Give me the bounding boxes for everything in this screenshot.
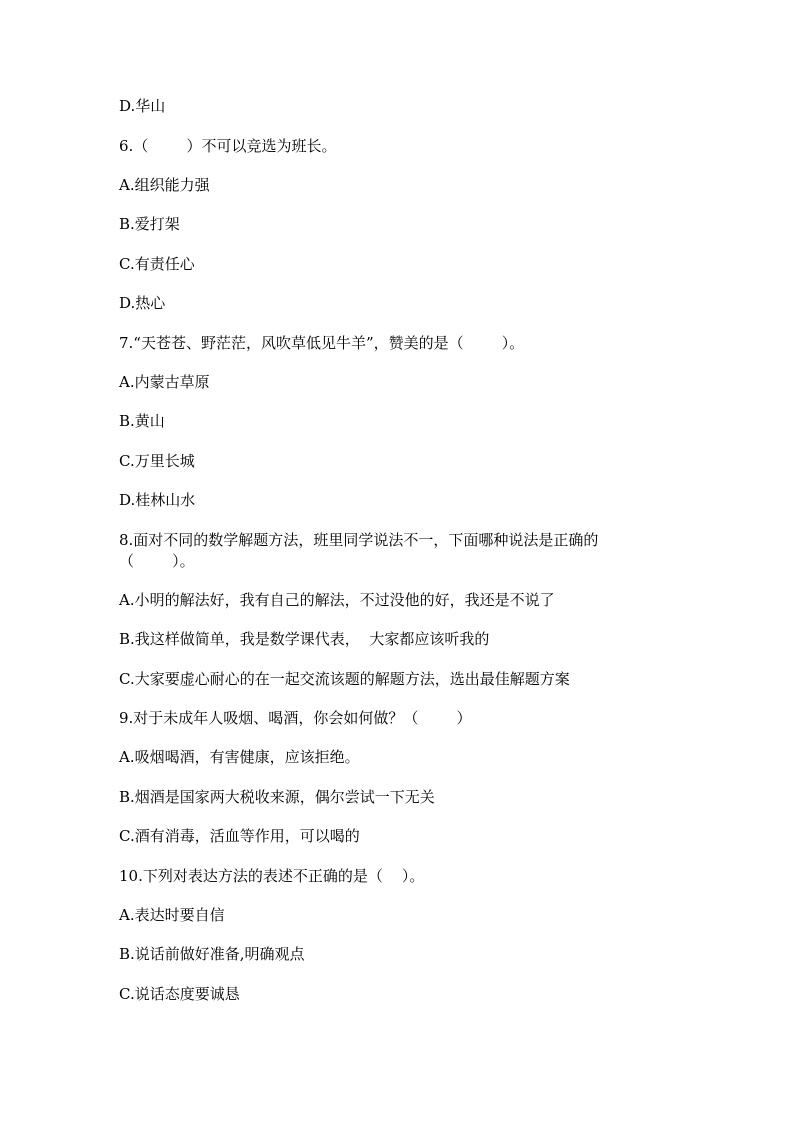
q9-option-c: C.酒有消毒，活血等作用，可以喝的 bbox=[119, 827, 360, 845]
q9-stem: 9.对于未成年人吸烟、喝酒，你会如何做？（ ） bbox=[119, 709, 472, 727]
q8-option-c: C.大家要虚心耐心的在一起交流该题的解题方法，选出最佳解题方案 bbox=[119, 670, 570, 688]
q5-option-d: D.华山 bbox=[119, 97, 166, 115]
q7-option-a: A.内蒙古草原 bbox=[119, 373, 210, 391]
q10-option-c: C.说话态度要诚恳 bbox=[119, 985, 240, 1003]
q9-option-b: B.烟酒是国家两大税收来源，偶尔尝试一下无关 bbox=[119, 788, 435, 806]
q8-stem-continued: （ ）。 bbox=[119, 552, 195, 570]
q7-option-c: C.万里长城 bbox=[119, 452, 195, 470]
q8-option-a: A.小明的解法好，我有自己的解法，不过没他的好，我还是不说了 bbox=[119, 591, 555, 609]
q8-option-b: B.我这样做简单，我是数学课代表， 大家都应该听我的 bbox=[119, 630, 490, 648]
q6-stem: 6.（ ）不可以竞选为班长。 bbox=[119, 137, 337, 155]
q8-stem: 8.面对不同的数学解题方法，班里同学说法不一，下面哪种说法是正确的 bbox=[119, 531, 599, 549]
q10-option-b: B.说话前做好准备,明确观点 bbox=[119, 945, 305, 963]
q9-option-a: A.吸烟喝酒，有害健康，应该拒绝。 bbox=[119, 748, 360, 766]
q7-option-b: B.黄山 bbox=[119, 412, 165, 430]
q6-option-d: D.热心 bbox=[119, 294, 166, 312]
q10-stem: 10.下列对表达方法的表述不正确的是（ ）。 bbox=[119, 867, 425, 885]
q7-option-d: D.桂林山水 bbox=[119, 491, 196, 509]
q6-option-a: A.组织能力强 bbox=[119, 176, 210, 194]
q6-option-c: C.有责任心 bbox=[119, 255, 195, 273]
q10-option-a: A.表达时要自信 bbox=[119, 906, 225, 924]
q7-stem: 7.“天苍苍、野茫茫，风吹草低见牛羊”，赞美的是（ ）。 bbox=[119, 334, 525, 352]
q6-option-b: B.爱打架 bbox=[119, 215, 180, 233]
